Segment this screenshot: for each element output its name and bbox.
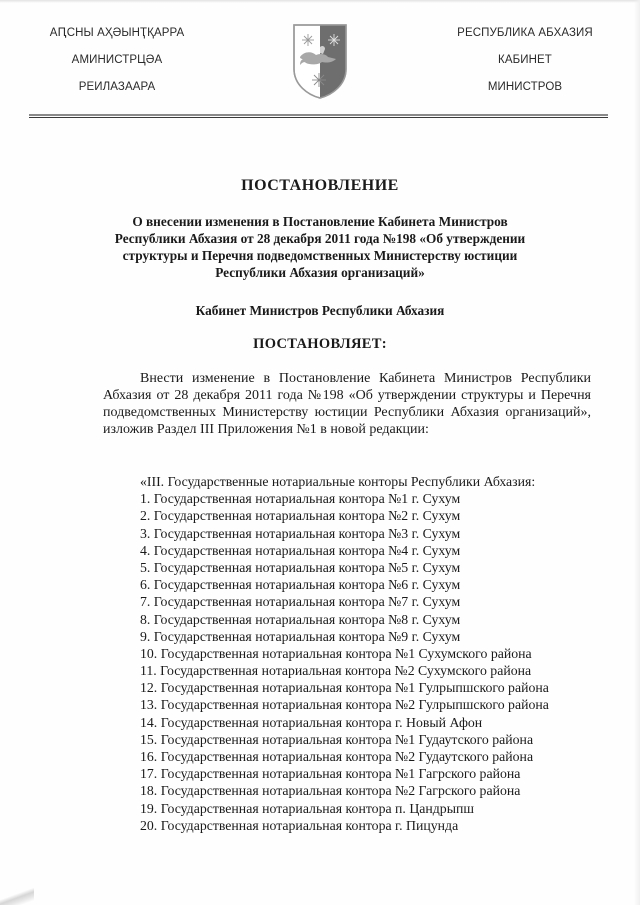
list-item: 15. Государственная нотариальная контора №1 Гудаутского района bbox=[140, 731, 534, 747]
list-item: 12. Государственная нотариальная контора №1 Гулрыпшского района bbox=[140, 680, 549, 696]
header-divider bbox=[29, 114, 608, 119]
document-title: ПОСТАНОВЛЕНИЕ bbox=[241, 177, 399, 194]
list-item: 20. Государственная нотариальная контора г. Пицунда bbox=[140, 817, 459, 833]
list-item: 5. Государственная нотариальная контора №5 г. Сухум bbox=[140, 559, 461, 575]
list-item: 6. Государственная нотариальная контора №6 г. Сухум bbox=[140, 577, 461, 593]
scan-corner-shadow bbox=[0, 888, 34, 905]
coat-of-arms-icon bbox=[292, 23, 348, 99]
list-item: 1. Государственная нотариальная контора №1 г. Сухум bbox=[140, 491, 461, 507]
header-abkhaz-line: РЕИЛАЗААРА bbox=[78, 81, 156, 93]
list-item: 17. Государственная нотариальная контора №1 Гагрского района bbox=[140, 766, 521, 782]
header-abkhaz bbox=[2, 20, 232, 101]
list-item: 11. Государственная нотариальная контора №2 Сухумского района bbox=[140, 663, 532, 679]
section-heading: «III. Государственные нотариальные конторы Республики Абхазия: bbox=[140, 474, 536, 489]
subject-line: Республики Абхазия от 28 декабря 2011 года №198 «Об утверждении bbox=[114, 231, 526, 246]
scan-edge-right bbox=[634, 0, 640, 905]
header-russian-line: МИНИСТРОВ bbox=[487, 81, 563, 93]
list-item: 8. Государственная нотариальная контора №8 г. Сухум bbox=[140, 611, 461, 627]
header-russian-line: РЕСПУБЛИКА АБХАЗИЯ bbox=[457, 27, 593, 39]
body-paragraph: Внести изменение в Постановление Кабинета Министров Республики Абхазия от 28 декабря 2011 года №198 «Об утверждении структуры и Перечня подведомственных Министерству юстиции Республики Абхазия организаций», изложив Раздел III Приложения №1 в новой редакции: bbox=[103, 371, 591, 437]
header-abkhaz-line: АМИНИСТРЦӘА bbox=[71, 54, 163, 66]
list-item: 13. Государственная нотариальная контора №2 Гулрыпшского района bbox=[140, 697, 549, 713]
header-russian-line: КАБИНЕТ bbox=[498, 54, 552, 66]
list-item: 19. Государственная нотариальная контора п. Цандрыпш bbox=[140, 800, 474, 816]
list-item: 14. Государственная нотариальная контора г. Новый Афон bbox=[140, 714, 483, 730]
header-abkhaz-line: АԤСНЫ АҲӘЫНҬҚАРРА bbox=[49, 27, 185, 39]
document-subject bbox=[110, 213, 530, 281]
list-item: 4. Государственная нотариальная контора №4 г. Сухум bbox=[140, 542, 461, 558]
list-item: 7. Государственная нотариальная контора №7 г. Сухум bbox=[140, 594, 461, 610]
document-issuer: Кабинет Министров Республики Абхазия bbox=[195, 303, 445, 318]
list-item: 2. Государственная нотариальная контора №2 г. Сухум bbox=[140, 508, 461, 524]
list-item: 16. Государственная нотариальная контора №2 Гудаутского района bbox=[140, 749, 534, 764]
subject-line: структуры и Перечня подведомственных Министерству юстиции bbox=[122, 248, 518, 263]
scan-edge-top bbox=[0, 0, 640, 3]
notary-offices-list bbox=[140, 473, 549, 834]
list-item: 18. Государственная нотариальная контора №2 Гагрского района bbox=[140, 783, 521, 799]
subject-line: О внесении изменения в Постановление Кабинета Министров bbox=[132, 214, 508, 229]
header-russian bbox=[410, 20, 640, 101]
resolves-heading: ПОСТАНОВЛЯЕТ: bbox=[253, 336, 387, 352]
list-item: 3. Государственная нотариальная контора №3 г. Сухум bbox=[140, 525, 461, 541]
subject-line: Республики Абхазия организаций» bbox=[215, 265, 425, 280]
list-item: 9. Государственная нотариальная контора №9 г. Сухум bbox=[140, 628, 461, 644]
list-item: 10. Государственная нотариальная контора №1 Сухумского района bbox=[140, 645, 532, 661]
